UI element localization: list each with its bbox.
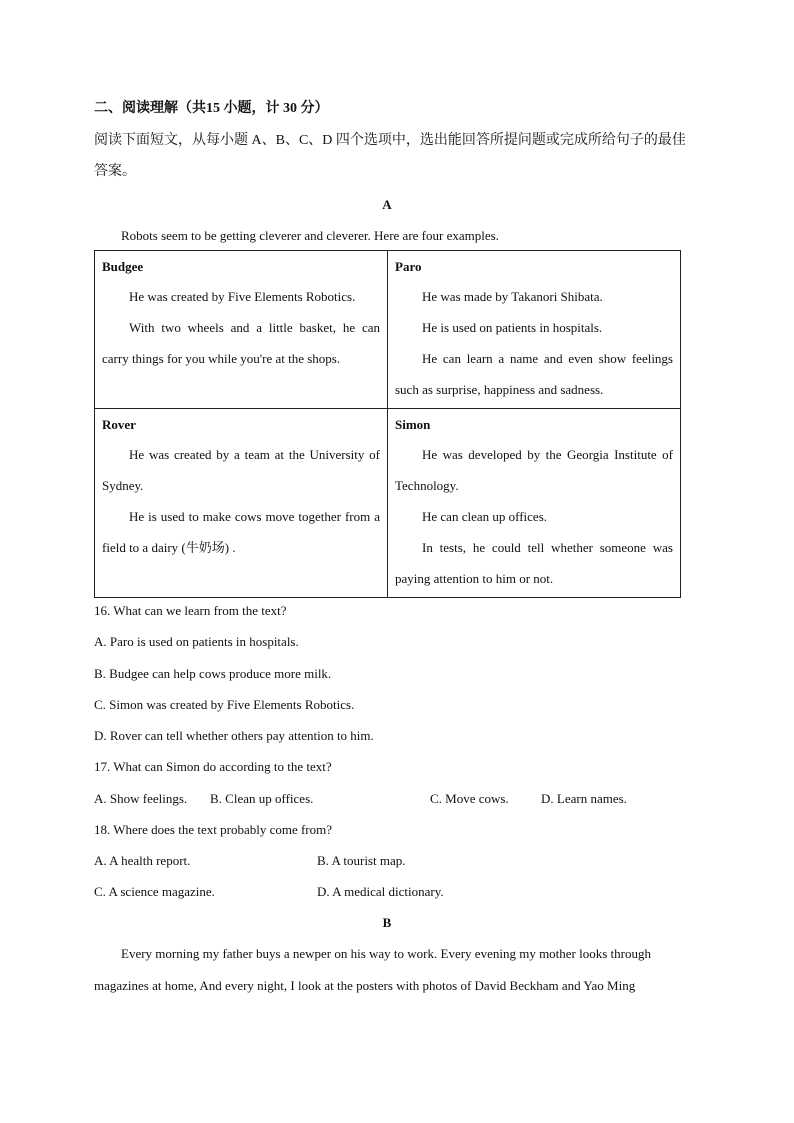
robot-cell-paro: [388, 251, 681, 409]
passage-b-line-1: Every morning my father buys a newper on his way to work. Every evening my mother looks through: [121, 946, 651, 961]
question-17-option-a: A. Show feelings.: [94, 791, 188, 806]
question-17-option-b: B. Clean up offices.: [210, 791, 314, 806]
question-18-option-b: B. A tourist map.: [317, 853, 406, 868]
question-16-stem: 16. What can we learn from the text?: [94, 603, 287, 618]
robot-line: In tests, he could tell whether someone was paying attention to him or not.: [395, 540, 673, 586]
robot-line: He can clean up offices.: [422, 509, 548, 524]
passage-a-intro: Robots seem to be getting cleverer and cleverer. Here are four examples.: [121, 228, 499, 243]
question-16-option-c: C. Simon was created by Five Elements Robotics.: [94, 697, 355, 712]
question-16-option-d: D. Rover can tell whether others pay attention to him.: [94, 728, 374, 743]
passage-b-line-2: magazines at home, And every night, I look at the posters with photos of David Beckham and Yao Ming: [94, 978, 636, 993]
question-18-options-row-1: [0, 853, 794, 869]
question-17-option-d: D. Learn names.: [541, 791, 627, 806]
robot-line: He was made by Takanori Shibata.: [422, 289, 603, 304]
robot-name: Budgee: [102, 259, 144, 274]
robot-line: He was created by Five Elements Robotics.: [129, 289, 356, 304]
instruction-line-2: 答案。: [94, 164, 136, 179]
robot-line: With two wheels and a little basket, he can carry things for you while you're at the shops.: [102, 320, 380, 366]
question-18-option-a: A. A health report.: [94, 853, 191, 868]
question-17-option-c: C. Move cows.: [430, 791, 509, 806]
question-16-option-a: A. Paro is used on patients in hospitals.: [94, 634, 299, 649]
question-16-option-b: B. Budgee can help cows produce more milk.: [94, 666, 332, 681]
robot-line: He is used to make cows move together from a field to a dairy (牛奶场) .: [102, 509, 380, 555]
question-18-option-c: C. A science magazine.: [94, 884, 215, 899]
robot-line: He is used on patients in hospitals.: [422, 320, 603, 335]
robot-name: Simon: [395, 417, 431, 432]
passage-b-heading: B: [382, 915, 392, 930]
section-title: 二、阅读理解（共15 小题，计 30 分）: [94, 101, 329, 116]
robot-cell-budgee: [95, 251, 388, 409]
robot-cell-rover: [95, 409, 388, 598]
instruction-line-1: 阅读下面短文，从每小题 A、B、C、D 四个选项中，选出能回答所提问题或完成所给句子的最佳: [94, 133, 686, 148]
table-row: [95, 409, 681, 598]
question-17-stem: 17. What can Simon do according to the text?: [94, 759, 332, 774]
robot-line: He can learn a name and even show feelings such as surprise, happiness and sadness.: [395, 351, 673, 397]
robot-line: He was created by a team at the University of Sydney.: [102, 447, 380, 493]
robot-cell-simon: [388, 409, 681, 598]
question-18-options-row-2: [0, 884, 794, 900]
robot-name: Rover: [102, 417, 136, 432]
robot-name: Paro: [395, 259, 422, 274]
question-18-option-d: D. A medical dictionary.: [317, 884, 444, 899]
table-row: [95, 251, 681, 409]
question-18-stem: 18. Where does the text probably come from?: [94, 822, 333, 837]
question-17-options: [0, 791, 794, 807]
passage-a-heading: A: [382, 197, 392, 212]
robot-line: He was developed by the Georgia Institute of Technology.: [395, 447, 673, 493]
robots-table: [94, 250, 681, 598]
